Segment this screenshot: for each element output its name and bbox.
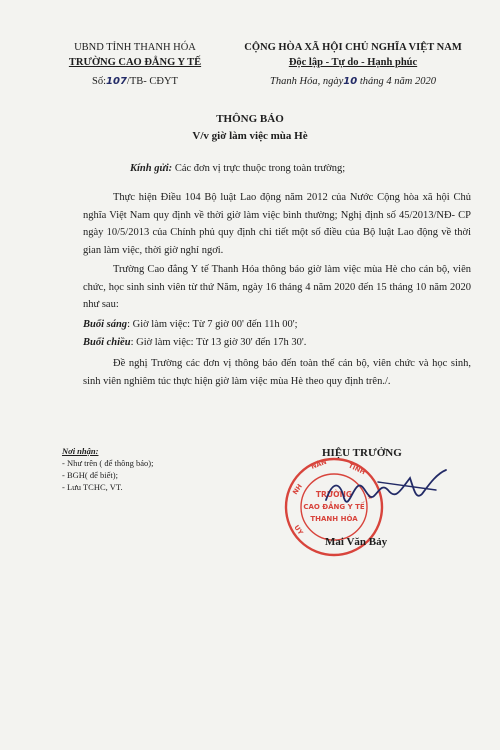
stamp-line-1: TRƯỜNG (315, 490, 353, 499)
recipients-label: Nơi nhận: (62, 446, 99, 456)
greeting (130, 163, 345, 174)
svg-text:TỈNH: TỈNH (347, 461, 367, 477)
document-subject: V/v giờ làm việc mùa Hè (192, 130, 308, 142)
recipient-item: - BGH( để biết); (62, 470, 118, 480)
date-suffix: tháng 4 năm 2020 (359, 76, 436, 87)
afternoon-label: Buổi chiều (83, 337, 131, 348)
schedule-afternoon (83, 337, 306, 348)
greeting-label: Kính gửi: (130, 163, 173, 174)
doc-number-handwritten: 107 (106, 76, 127, 87)
document-title: THÔNG BÁO (216, 113, 284, 125)
national-motto: Độc lập - Tự do - Hạnh phúc (288, 57, 418, 68)
recipient-item: - Lưu TCHC, VT. (62, 482, 123, 492)
country-name: CỘNG HÒA XÃ HỘI CHỦ NGHĨA VIỆT NAM (244, 42, 462, 53)
svg-text:★: ★ (365, 492, 375, 502)
national-header (222, 40, 484, 89)
svg-text:NÂN: NÂN (309, 457, 328, 471)
morning-hours: : Giờ làm việc: Từ 7 giờ 00' đến 11h 00'; (127, 319, 298, 330)
recipients-block (62, 445, 153, 493)
paragraph-announcement: Trường Cao đẳng Y tế Thanh Hóa thông báo giờ làm việc mùa Hè cho cán bộ, viên chức, học sinh sinh viên từ thứ Năm, ngày 16 tháng 4 năm 2020 đến 15 tháng 10 năm 2020 như sau: (83, 264, 471, 310)
org-name: TRƯỜNG CAO ĐẲNG Y TẾ (68, 57, 202, 68)
paragraph-request: Đề nghị Trường các đơn vị thông báo đến toàn thể cán bộ, viên chức và học sinh, sinh viên nghiêm túc thực hiện giờ làm việc mùa Hè theo quy định trên./. (83, 358, 471, 387)
schedule-morning (83, 319, 298, 330)
paragraph-legal-basis: Thực hiện Điều 104 Bộ luật Lao động năm 2012 của Nước Cộng hòa xã hội Chủ nghĩa Việt Nam quy định về thời giờ làm việc bình thường; Nghị định số 45/2013/NĐ- CP ngày 10/5/2013 của Chính phủ quy định chi tiết một số điều của Bộ luật Lao động về thời gian làm việc, thời giờ nghỉ ngơi. (83, 192, 471, 256)
svg-text:NH: NH (291, 482, 304, 497)
signer-name: Mai Văn Bảy (325, 536, 388, 548)
recipient-item: - Như trên ( để thông báo); (62, 458, 154, 468)
afternoon-hours: : Giờ làm việc: Từ 13 giờ 30' đến 17h 30'. (130, 337, 307, 348)
greeting-text: Các đơn vị trực thuộc trong toàn trường; (174, 163, 346, 174)
signer-title: HIỆU TRƯỞNG (322, 447, 402, 459)
issuer-block (60, 40, 210, 89)
doc-number-prefix: Số: (92, 76, 107, 87)
morning-label: Buổi sáng (83, 319, 128, 330)
doc-number-suffix: /TB- CĐYT (126, 76, 178, 87)
doc-number (60, 74, 210, 89)
svg-text:UY: UY (292, 523, 305, 537)
stamp-line-2: CAO ĐẲNG Y TẾ (303, 503, 365, 511)
date-prefix: Thanh Hóa, ngày (270, 76, 344, 87)
org-parent: UBND TỈNH THANH HÓA (74, 42, 196, 53)
stamp-line-3: THANH HÓA (310, 515, 358, 523)
issue-date (222, 74, 484, 89)
date-day-handwritten: 10 (343, 76, 358, 87)
